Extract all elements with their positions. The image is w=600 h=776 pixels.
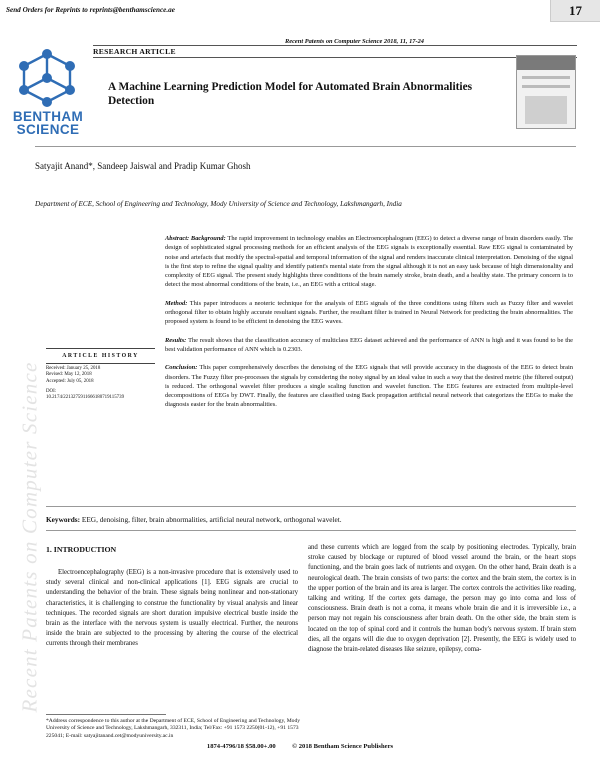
abstract-conclusion: Conclusion: This paper comprehensively describes the denoising of the EEG signals that will provide accuracy in the diagnosis of the EEG to detect brain disorders. The Fuzzy filter pre-processes the signals by considering the noisy signal by an ideal value in such a way that the desired metric (the filtered output) is reduced. The orthogonal wavelet filter produces a single scaling function and wavelet function. The EEG features are extracted from multiple-level decompositions of EEGs by DWT. Finally, the features are classified using Back propagation artificial neural network that categorizes the EEGs to make the diagnosis easier for the brain abnormalities. [165, 364, 573, 409]
title-rule [35, 146, 576, 147]
method-label: Method: [165, 299, 188, 307]
article-type: RESEARCH ARTICLE [93, 47, 176, 56]
keywords-text: EEG, denoising, filter, brain abnormalities, artificial neural network, orthogonal wavelet. [81, 515, 342, 524]
results-label: Results: [165, 336, 187, 344]
logo-text-bentham: BENTHAM [12, 109, 84, 124]
affiliation: Department of ECE, School of Engineering and Technology, Mody University of Science and Technology, Lakshmangarh, India [35, 200, 402, 208]
reprints-notice: Send Orders for Reprints to reprints@benthamscience.ae [6, 6, 175, 14]
history-accepted: Accepted: July 05, 2018 [46, 378, 94, 384]
molecule-logo-icon [8, 48, 86, 112]
history-heading: ARTICLE HISTORY [46, 348, 155, 364]
footnote-rule [46, 714, 166, 715]
history-doi[interactable]: 10.2174/2213275911666180719115739 [46, 395, 125, 401]
intro-heading: 1. INTRODUCTION [46, 545, 117, 554]
journal-cover-thumbnail [516, 55, 576, 129]
keywords-label: Keywords: [46, 515, 81, 524]
intro-column-2 [308, 543, 576, 655]
abstract [165, 234, 573, 419]
conclusion-label: Conclusion: [165, 364, 198, 372]
history-revised: Revised: May 12, 2018 [46, 372, 92, 378]
background-label: Abstract: Background: [165, 235, 226, 242]
authors: Satyajit Anand*, Sandeep Jaiswal and Pradip Kumar Ghosh [35, 161, 251, 171]
journal-reference: Recent Patents on Computer Science 2018, 11, 17-24 [285, 38, 424, 45]
page-footer: 1874-4796/18 $58.00+.00 © 2018 Bentham Science Publishers [206, 743, 394, 750]
abstract-results: Results: The result shows that the classification accuracy of multiclass EEG dataset achieved and the performance of ANN is high and it was found to be the best validation performance of ANN which is 0.2303. [165, 336, 574, 353]
intro-paragraph-2: and these currents which are logged from the scalp by positioning electrodes. Typically, brain stroke caused by blockage or ruptured of blood vessel around the brain, or the heart stops functioning, and the brain goes lack of nutrients and oxygen. On the other hand, Brain death is a neurological death. The brain consists of two parts: the cortex and the brain stem, the cortex is in the upper portion of the brain and its area is larger. The cortex controls the activities like reading, talking and writing. If the cortex gets damage, the person may go into coma and loss of consciousness. Brain death is not a coma, it means whole brain die and it is irreversible i.e., a person may not regain his consciousness after brain death. On the other side, the brain stem is located on the top of spinal cord and it controls the human body's nervous system. If brain stem dies, all the organs will die due to oxygen deprivation [2]. Presently, the EEG is widely used to diagnose the brain-related diseases like seizure, epilepsy, coma- [308, 544, 576, 654]
logo-text-science: SCIENCE [16, 122, 80, 137]
journal-watermark: Recent Patents on Computer Science [17, 361, 42, 713]
page-number: 17 [550, 0, 600, 22]
abstract-method: Method: This paper introduces a neoteric technique for the analysis of EEG signals of the three conditions using filters such as Fuzzy filter and wavelet orthogonal filter to obtain highly accurate resultant signals. Further, the resultant filter is trained in Neural Network for predicting the brain abnormalities. The proposed system is found to be efficient in denoising the EEG waves. [165, 299, 573, 326]
article-title: A Machine Learning Prediction Model for Automated Brain Abnormalities Detection [108, 81, 473, 107]
keywords-rule [46, 506, 576, 507]
history-received: Received: January 25, 2018 [46, 366, 101, 371]
abstract-background: Abstract: Background: The rapid improvement in technology enables an Electroencephalogram (EEG) to detect a diverse range of brain disorders easily. The design of sophisticated signal processing methods for an efficient analysis of the EEG signals is exceptionally essential. Raw EEG signal is contaminated by noise and artefacts that modify the spectral-spatial and temporal information of the signal and renders inaccurate clinical interpretation. Denoising of the signal is the first step to refine the signal quality and identify patient's mental state from the signal although it is not an easy task because of high dimensionality and complexity of EEG signal. The present study highlights three conditions of the brain namely stroke, brain death, and a healthy state. The primary concern is to detect the most abnormal conditions of the brain, i.e., an EEG with a critical stage. [165, 235, 574, 289]
history-doi-label: DOI: [46, 388, 57, 394]
header-rule [93, 45, 577, 46]
keywords-rule-2 [46, 530, 576, 531]
keywords [46, 515, 576, 524]
article-history [46, 348, 155, 401]
header-rule-2 [93, 57, 577, 58]
intro-paragraph-1: Electroencephalography (EEG) is a non-invasive procedure that is extensively used to study several clinical and non-clinical applications [1]. EEG signals are crucial to understanding the behavior of the brain. These signals being nonlinear and non-stationary characteristics, it is challenging to construe the functionality by visual analysis and linear techniques. The recorded signals are short duration impulsive electrical bustle inside the brain as the interface with the nervous system is usually electrical. Further, the neurons inside the brain are subjected to the processing by altering the course of the electrical currents through their membranes [46, 569, 298, 648]
correspondence-footnote: *Address correspondence to this author at the Department of ECE, School of Engineering and Technology, Mody University of Science and Technology, Lakshmangarh, 332311, India; Tel/Fax: +91 1573 2250(01-12), +91 1573 225041; E-mail: satyajitanand.cet@modyuniversity.ac.in [46, 718, 301, 739]
logo-wordmark [4, 110, 92, 136]
intro-column-1 [46, 568, 298, 650]
